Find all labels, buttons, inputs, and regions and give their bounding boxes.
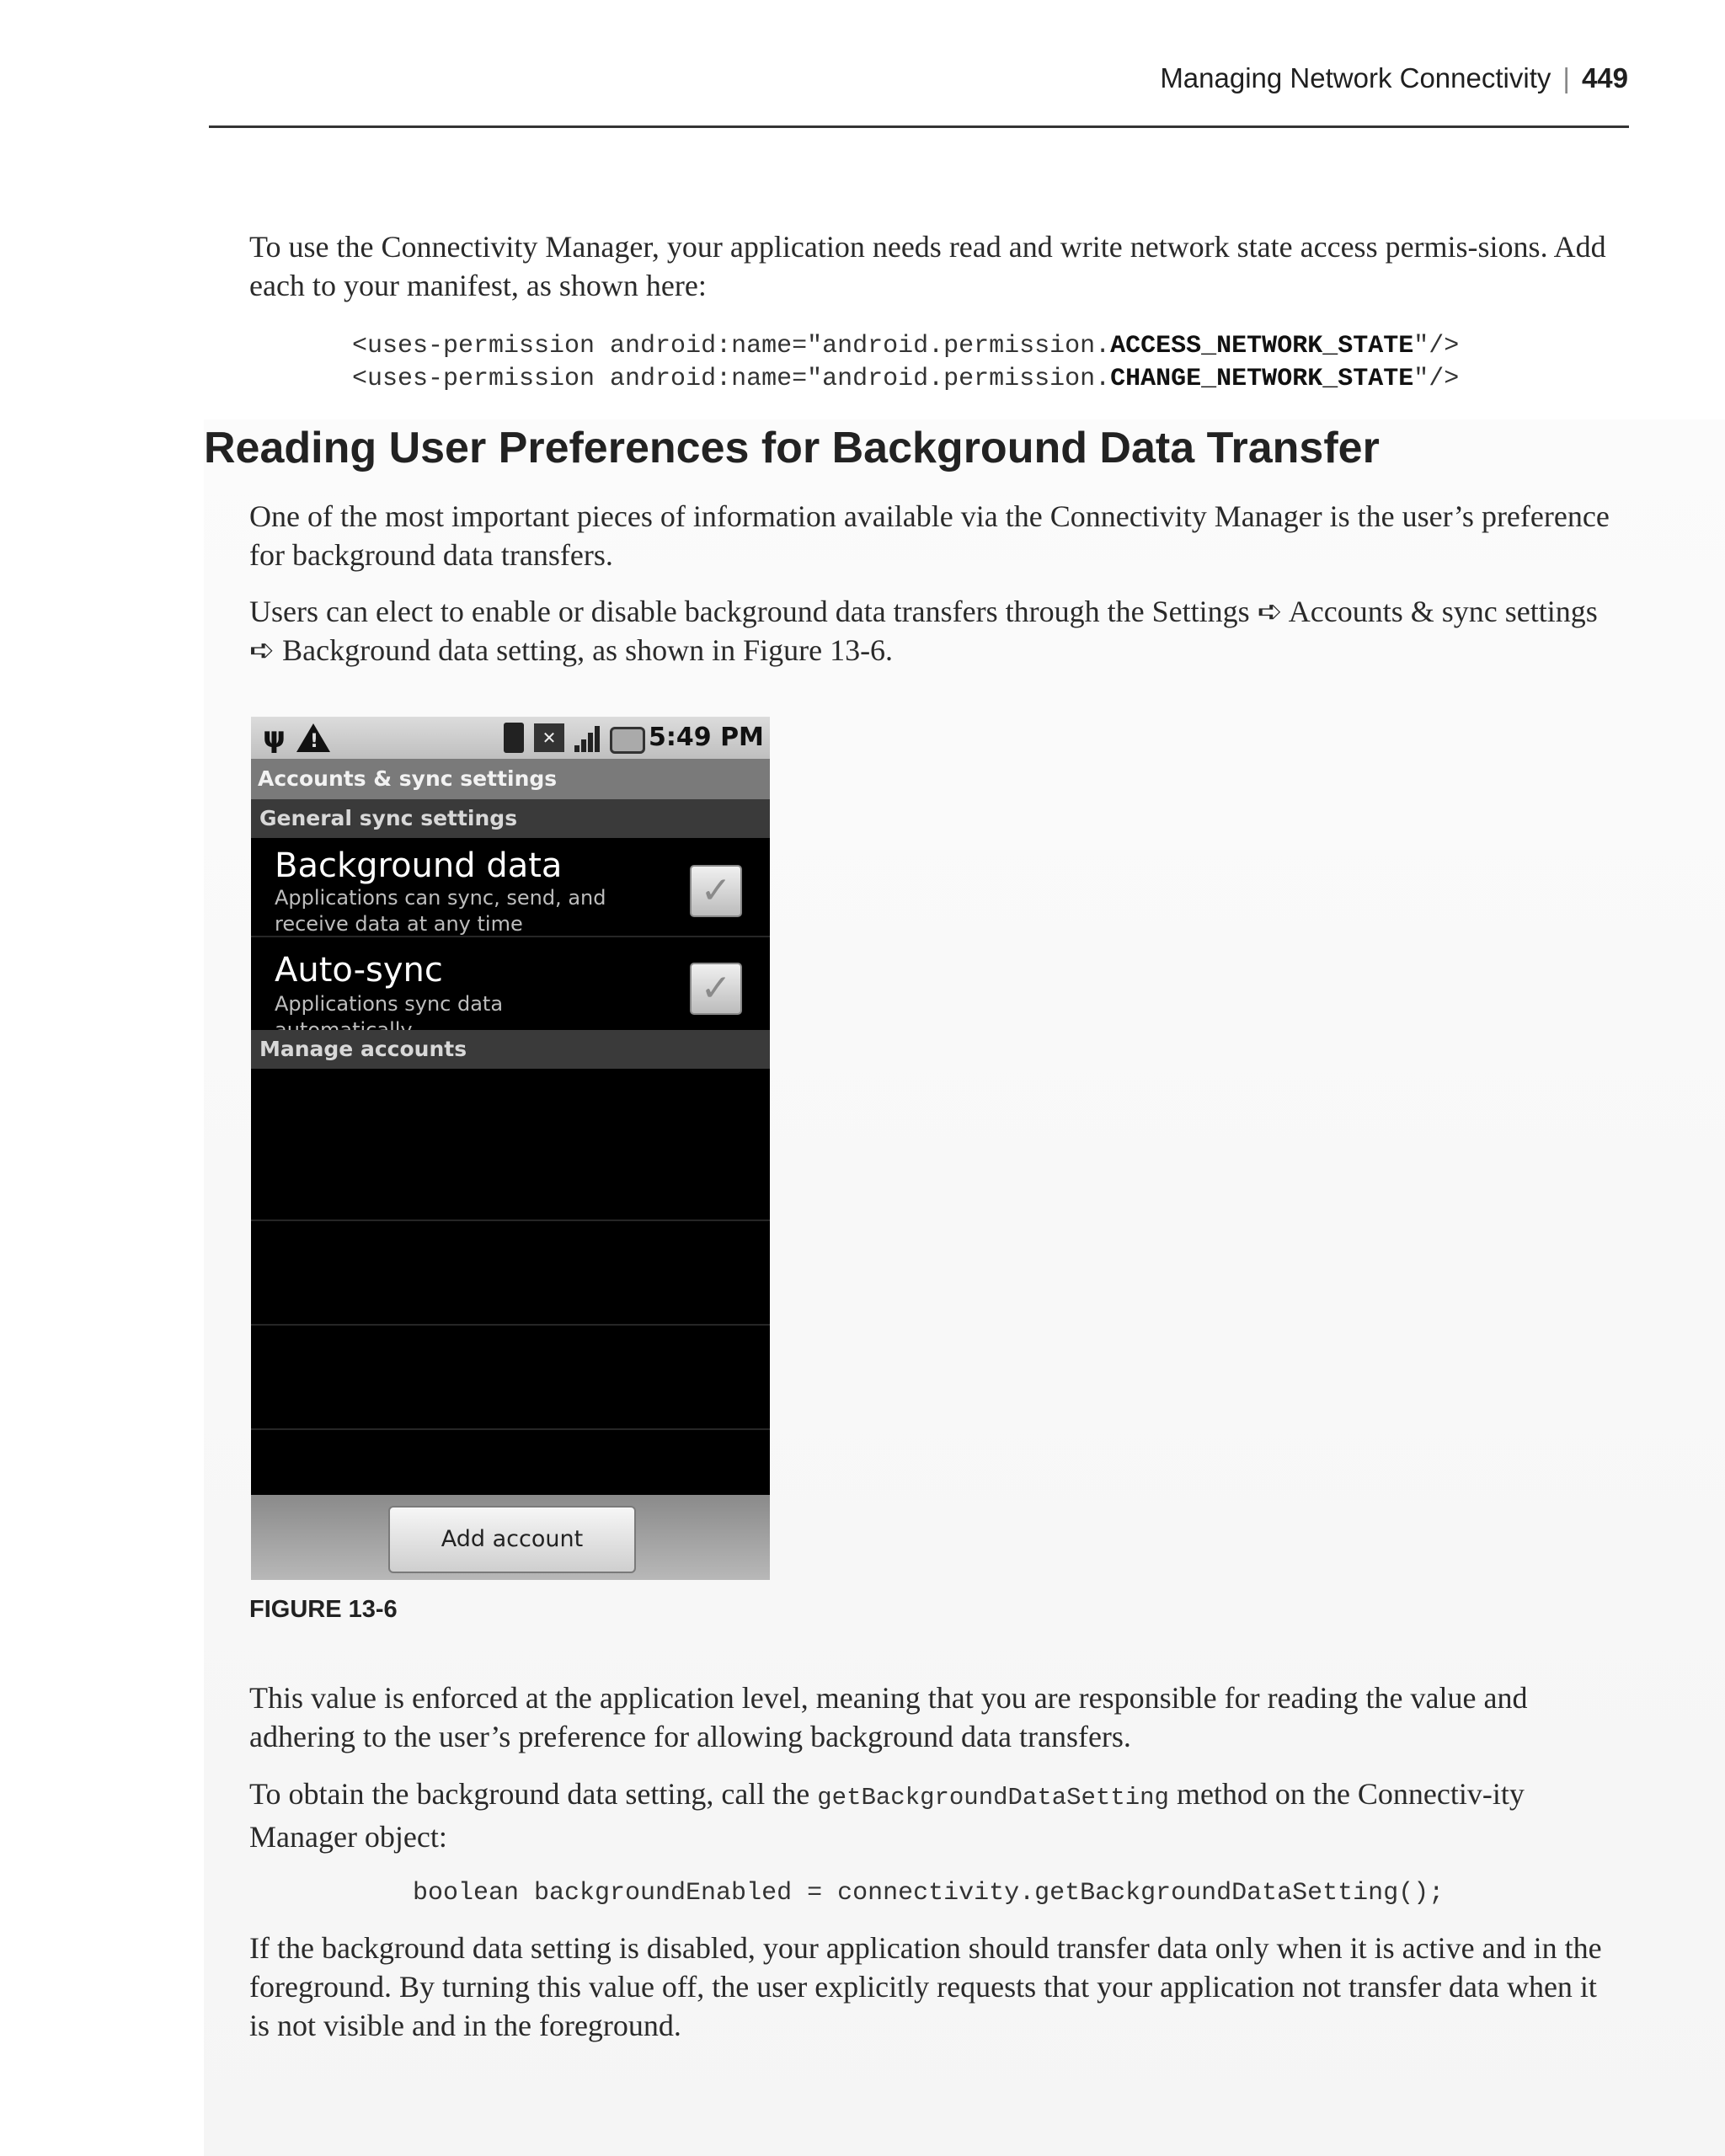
- battery-icon: [610, 727, 645, 754]
- code-line1-prefix: <uses-permission android:name="android.permission.: [352, 332, 1111, 360]
- status-bar: [251, 717, 770, 759]
- running-head: [1160, 62, 1628, 94]
- figure-caption: FIGURE 13-6: [249, 1596, 398, 1623]
- after-para2-before: To obtain the background data setting, call the: [249, 1777, 818, 1811]
- code-background-enabled: boolean backgroundEnabled = connectivity.getBackgroundDataSetting();: [413, 1879, 1445, 1908]
- status-time: 5:49 PM: [649, 723, 764, 752]
- bottom-bar: [251, 1495, 770, 1580]
- section-paragraph-2: Users can elect to enable or disable background data transfers through the Settings ➪ Accounts & sync settings ➪ Background data setting, as shown in Figure 13-6.: [249, 595, 1598, 667]
- section-paragraph-1: One of the most important pieces of information available via the Connectivity Manager is the user’s preference for background data transfers.: [249, 499, 1610, 572]
- code-permission-change: [352, 363, 1459, 396]
- empty-row-divider: [251, 1324, 770, 1326]
- background-data-title: Background data: [275, 846, 563, 885]
- autosync-title: Auto-sync: [275, 951, 443, 990]
- background-data-item[interactable]: [251, 838, 770, 936]
- empty-row-divider: [251, 1219, 770, 1221]
- autosync-item[interactable]: [251, 937, 770, 1028]
- add-account-button[interactable]: Add account: [388, 1506, 636, 1573]
- after-paragraph-1: This value is enforced at the application level, meaning that you are responsible for reading the value and adhering to the user’s preference for allowing background data transfers.: [249, 1681, 1528, 1753]
- usb-icon: ψ: [263, 721, 286, 755]
- code-line1-bold: ACCESS_NETWORK_STATE: [1110, 332, 1414, 360]
- background-data-checkbox[interactable]: ✓: [690, 865, 742, 917]
- intro-paragraph: To use the Connectivity Manager, your application needs read and write network state access permis-sions. Add each to your manifest, as shown here:: [249, 230, 1606, 302]
- background-data-summary: Applications can sync, send, and receive data at any time: [275, 886, 606, 936]
- inline-code-method: getBackgroundDataSetting: [817, 1784, 1169, 1812]
- page-number: 449: [1581, 62, 1628, 93]
- header-rule: [209, 125, 1629, 128]
- warning-exclamation-icon: !: [310, 731, 319, 752]
- code-line2-prefix: <uses-permission android:name="android.permission.: [352, 365, 1111, 393]
- running-head-separator: |: [1562, 62, 1570, 93]
- signal-icon: [571, 723, 601, 752]
- section-heading: Reading User Preferences for Background Data Transfer: [204, 424, 1380, 472]
- code-permission-access: [352, 330, 1459, 363]
- sim-icon: [504, 723, 524, 753]
- general-sync-header: General sync settings: [251, 799, 770, 838]
- screen-title: Accounts & sync settings: [251, 759, 770, 799]
- code-line2-suffix: "/>: [1413, 365, 1460, 393]
- after-paragraph-3: If the background data setting is disabled, your application should transfer data only when it is active and in the foreground. By turning this value off, the user explicitly requests that your application not transfer data when it is not visible and in the foreground.: [249, 1931, 1602, 2042]
- autosync-summary: Applications sync data: [275, 992, 504, 1016]
- running-title: Managing Network Connectivity: [1160, 62, 1551, 93]
- android-screenshot: [251, 717, 770, 1580]
- after-para2-after: method on the Connectiv-ity Manager object:: [249, 1777, 1525, 1854]
- code-line2-bold: CHANGE_NETWORK_STATE: [1110, 365, 1414, 393]
- mute-icon: ✕: [534, 723, 564, 752]
- after-paragraph-2: [249, 1774, 1610, 1856]
- code-line1-suffix: "/>: [1413, 332, 1460, 360]
- manage-accounts-header: Manage accounts: [251, 1030, 770, 1069]
- autosync-checkbox[interactable]: ✓: [690, 963, 742, 1015]
- empty-row-divider: [251, 1428, 770, 1430]
